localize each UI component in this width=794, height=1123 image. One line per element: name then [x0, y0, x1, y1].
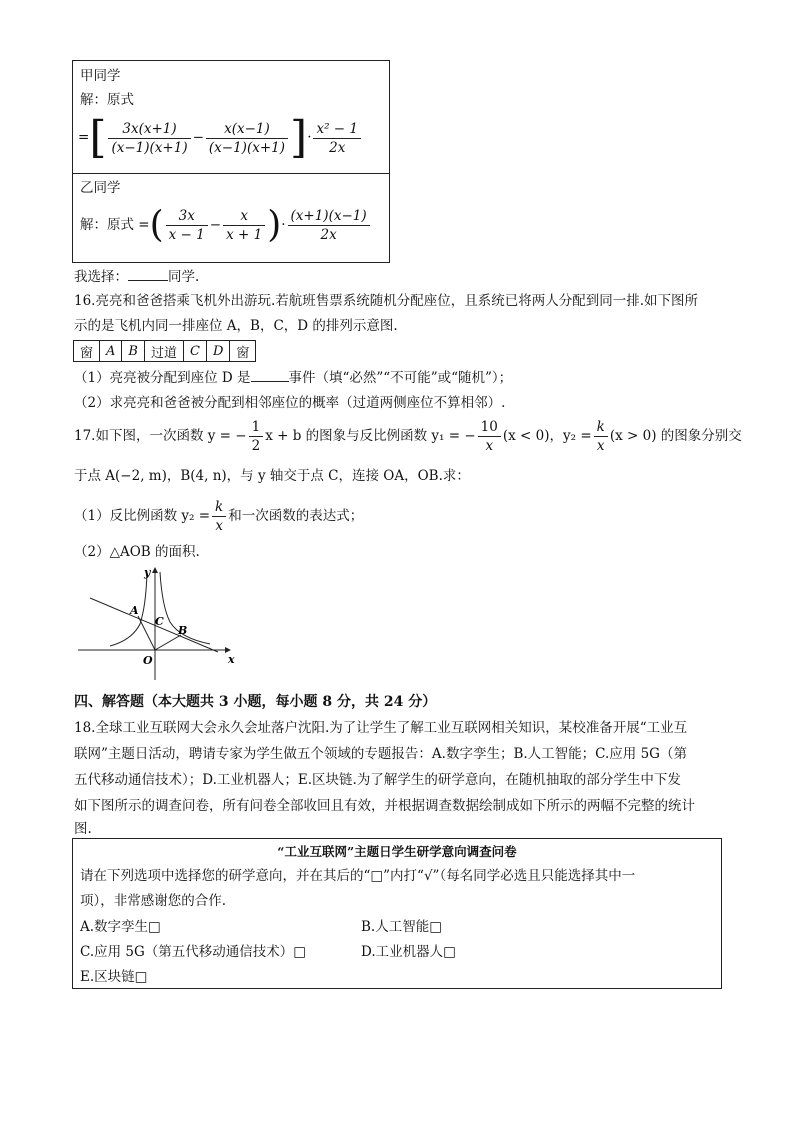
- point-b-label: B: [178, 624, 188, 637]
- q18-line2: 联网”主题日活动，聘请专家为学生做五个领域的专题报告：A.数字孪生；B.人工智能；C.应用 5G（第: [74, 746, 687, 762]
- option-a[interactable]: A.数字孪生□: [80, 919, 161, 935]
- q17-line1: 17.如下图，一次函数 y = − $\frac{1}{2}$ x + b 的图象与反比例函数 y₁ = − $\frac{10}{x}$ (x < 0)，y₂ = $\frac{k}{x}$ (x > 0) 的图象分别交: [74, 419, 742, 454]
- answer-blank[interactable]: [128, 266, 168, 281]
- q18-line4: 如下图所示的调查问卷，所有问卷全部收回且有效，并根据调查数据绘制成如下所示的两幅不完整的统计: [74, 798, 695, 814]
- function-graph: [70, 562, 240, 684]
- survey-box: [72, 838, 722, 989]
- solutions-box: [72, 60, 390, 263]
- point-a-label: A: [130, 604, 139, 617]
- seat-cell: B: [122, 341, 145, 362]
- segment-oa: [138, 616, 155, 650]
- answer-blank[interactable]: [251, 367, 289, 382]
- jia-solution-label: 解：原式: [80, 92, 134, 108]
- y-axis-label: y: [144, 566, 151, 579]
- seat-cell: D: [206, 341, 229, 362]
- seat-cell: 过道: [144, 341, 183, 362]
- jia-title: 甲同学: [80, 68, 121, 84]
- jia-expression: =[ $\frac{3x(x+1)}{(x-1)(x+1)}$ − $\frac{x(x-1)}{(x-1)(x+1)}$ ]· $\frac{\text{x² − 1}}{2x}$: [78, 116, 363, 160]
- seat-cell: 窗: [74, 341, 100, 362]
- seat-cell: 窗: [230, 341, 256, 362]
- segment-ob: [155, 635, 181, 650]
- q18-line1: 18.全球工业互联网大会永久会址落户沈阳.为了让学生了解工业互联网相关知识，某校准备开展“工业互: [74, 720, 688, 736]
- q17-line2: 于点 A(−2, m)，B(4, n)，与 y 轴交于点 C，连接 OA，OB.求：: [74, 468, 470, 484]
- survey-instruction-1: 请在下列选项中选择您的研学意向，并在其后的“□”内打“√”（每名同学必选且只能选择其中一: [80, 868, 636, 884]
- seat-cell: C: [183, 341, 206, 362]
- q16-part2: （2）求亮亮和爸爸被分配到相邻座位的概率（过道两侧座位不算相邻）.: [74, 395, 506, 411]
- seat-cell: A: [100, 341, 122, 362]
- survey-instruction-2: 项），非常感谢您的合作.: [80, 893, 227, 909]
- q17-part1: （1）反比例函数 y₂ = $\frac{k}{x}$ 和一次函数的表达式；: [74, 499, 364, 534]
- jia-fraction-2: $\frac{x(x-1)}{(x-1)(x+1)}$: [206, 120, 288, 157]
- yi-fraction-2: $\frac{x}{x + 1}$: [223, 207, 265, 244]
- seat-diagram: [73, 340, 256, 362]
- option-b[interactable]: B.人工智能□: [361, 919, 442, 935]
- linear-function-line: [90, 598, 218, 652]
- option-e[interactable]: E.区块链□: [80, 969, 148, 985]
- q18-line5: 图.: [74, 821, 92, 837]
- yi-title: 乙同学: [80, 180, 121, 196]
- survey-title: “工业互联网”主题日学生研学意向调查问卷: [277, 844, 517, 859]
- yi-fraction-3: $\frac{(x+1)(x-1)}{2x}$: [288, 207, 370, 244]
- q16-part1: （1）亮亮被分配到座位 D 是 事件（填“必然”“不可能”或“随机”）；: [74, 367, 512, 388]
- yi-expression: 解：原式 =( $\frac{3x}{x - 1}$ − $\frac{x}{x + 1}$ )· $\frac{(x+1)(x-1)}{2x}$: [80, 207, 372, 244]
- option-d[interactable]: D.工业机器人□: [361, 944, 456, 960]
- section-heading: 四、解答题（本大题共 3 小题，每小题 8 分，共 24 分）: [74, 694, 437, 710]
- q18-line3: 五代移动通信技术）；D.工业机器人；E.区块链.为了解学生的研学意向，在随机抽取的部分学生中下发: [74, 772, 681, 788]
- option-c[interactable]: C.应用 5G（第五代移动通信技术）□: [80, 944, 307, 960]
- yi-fraction-1: $\frac{3x}{x - 1}$: [166, 207, 208, 244]
- left-bracket: [: [89, 112, 107, 163]
- jia-fraction-3: $\frac{\text{x² − 1}}{2x}$: [313, 120, 361, 157]
- x-axis-label: x: [228, 653, 235, 666]
- point-c-label: C: [155, 615, 164, 628]
- box-divider: [73, 173, 389, 174]
- q16-line1: 16.亮亮和爸爸搭乘飞机外出游玩.若航班售票系统随机分配座位，且系统已将两人分配到同一排.如下图所: [74, 293, 699, 309]
- jia-fraction-1: $\frac{3x(x+1)}{(x-1)(x+1)}$: [108, 120, 190, 157]
- q16-line2: 示的是飞机内同一排座位 A，B，C，D 的排列示意图.: [74, 318, 398, 334]
- choose-line: 我选择： 同学.: [74, 266, 199, 287]
- origin-label: O: [143, 654, 153, 667]
- right-bracket: ]: [290, 112, 308, 163]
- q17-part2: （2）△AOB 的面积.: [74, 544, 200, 560]
